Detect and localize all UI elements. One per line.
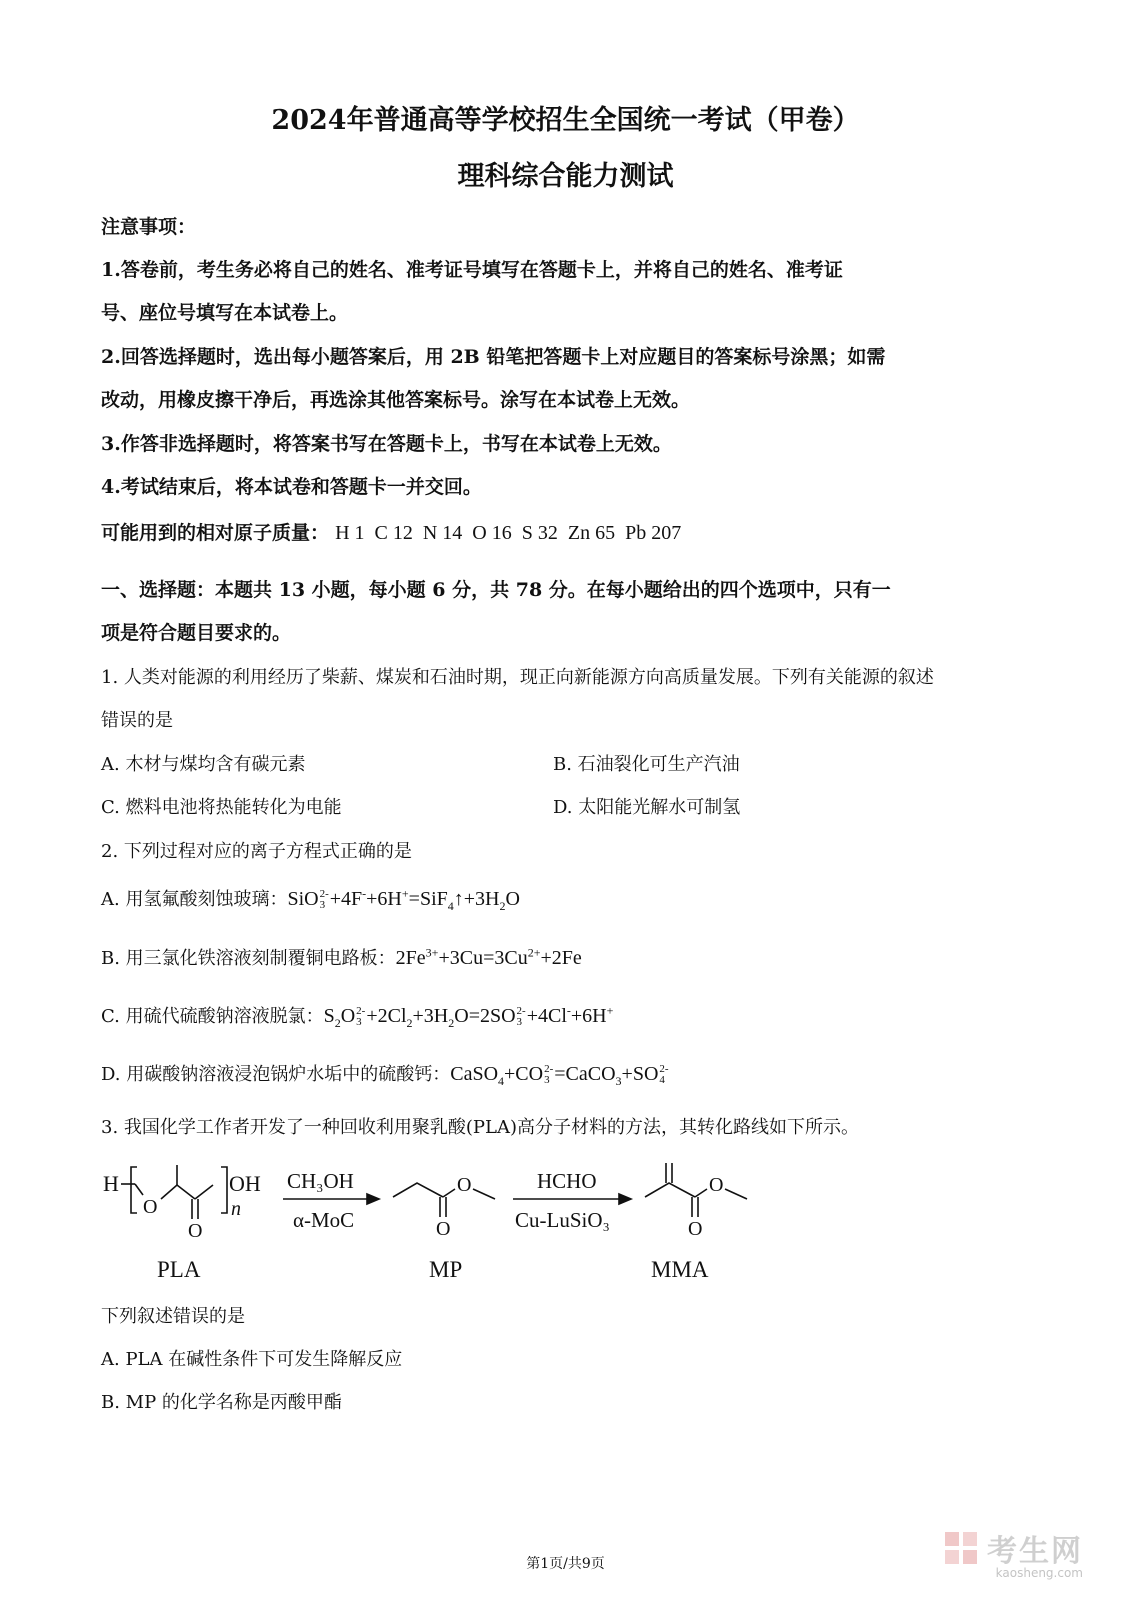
watermark-logo-icon	[943, 1530, 981, 1568]
notice-item-1b: 号、座位号填写在本试卷上。	[101, 302, 349, 324]
atomic-mass-label: 可能用到的相对原子质量：	[101, 522, 330, 544]
q2-option-b	[101, 944, 1031, 970]
q2-option-a	[101, 885, 1031, 914]
pla-bond-2	[195, 1185, 213, 1199]
pla-left-bracket	[131, 1167, 137, 1213]
q2-option-c	[101, 1002, 1031, 1031]
mp-carbonyl	[440, 1197, 446, 1217]
q2-option-d-label: D. 用碳酸钠溶液浸泡锅炉水垢中的硫酸钙：	[101, 1064, 451, 1085]
q2-stem: 2. 下列过程对应的离子方程式正确的是	[101, 841, 412, 862]
q1-option-c: C. 燃料电池将热能转化为电能	[101, 797, 342, 818]
q3-question: 下列叙述错误的是	[101, 1306, 245, 1327]
q2-option-b-label: B. 用三氯化铁溶液刻制覆铜电路板：	[101, 948, 396, 969]
pla-carbonyl	[192, 1199, 198, 1219]
q3-option-a: A. PLA 在碱性条件下可发生降解反应	[101, 1349, 403, 1370]
label-mma: MMA	[651, 1257, 709, 1282]
pla-right-bracket	[221, 1167, 227, 1213]
section-1-line-2: 项是符合题目要求的。	[101, 622, 292, 644]
mma-carbonyl	[692, 1197, 698, 1217]
mma-ester-o: O	[709, 1174, 724, 1196]
q3-stem: 3. 我国化学工作者开发了一种回收利用聚乳酸(PLA)高分子材料的方法，其转化路线如下所示。	[101, 1117, 859, 1138]
q2-option-b-equation: $2Fe^{3+}+3Cu=3Cu^{2+}+2Fe$	[395, 945, 582, 969]
exam-subtitle: 理科综合能力测试	[457, 161, 674, 192]
reagent-1-bottom: α-MoC	[293, 1208, 355, 1232]
pla-carbonyl-o: O	[188, 1220, 203, 1242]
q1-option-a: A. 木材与煤均含有碳元素	[101, 754, 306, 775]
q2-option-a-equation: SiO 2- 3 $+4F^-+6H^+=SiF_4↑+3H_2O$	[287, 886, 520, 913]
label-pla: PLA	[157, 1257, 201, 1282]
q2-option-c-label: C. 用硫代硫酸钠溶液脱氯：	[101, 1006, 324, 1027]
mma-backbone	[645, 1183, 695, 1197]
q2-option-d	[101, 1060, 1031, 1089]
notice-item-2a: 2.回答选择题时，选出每小题答案后，用 2B 铅笔把答题卡上对应题目的答案标号涂黑；如需	[101, 346, 886, 368]
q1-option-b: B. 石油裂化可生产汽油	[553, 754, 740, 775]
reaction-scheme	[95, 1155, 795, 1295]
mma-methylene	[666, 1163, 672, 1183]
notice-item-3: 3.作答非选择题时，将答案书写在答题卡上，书写在本试卷上无效。	[101, 433, 672, 455]
pla-h-atom: H	[103, 1171, 119, 1196]
mma-carbonyl-o: O	[688, 1218, 703, 1240]
q3-option-b: B. MP 的化学名称是丙酸甲酯	[101, 1392, 342, 1413]
q1-stem-1: 1. 人类对能源的利用经历了柴薪、煤炭和石油时期，现正向新能源方向高质量发展。下列有关能源的叙述	[101, 667, 934, 688]
notice-heading: 注意事项：	[101, 216, 197, 238]
notice-item-2b: 改动，用橡皮擦干净后，再选涂其他答案标号。涂写在本试卷上无效。	[101, 389, 691, 411]
pla-bond-1	[135, 1184, 143, 1195]
q2-option-a-label: A. 用氢氟酸刻蚀玻璃：	[101, 889, 288, 910]
notice-item-1a: 1.答卷前，考生务必将自己的姓名、准考证号填写在答题卡上，并将自己的姓名、准考证	[101, 259, 843, 281]
atomic-mass-values: H 1 C 12 N 14 O 16 S 32 Zn 65 Pb 207	[335, 522, 682, 544]
arrow-2-head	[619, 1194, 631, 1204]
notice-item-4: 4.考试结束后，将本试卷和答题卡一并交回。	[101, 476, 482, 498]
mma-bond-o	[695, 1189, 707, 1197]
mp-backbone	[393, 1183, 443, 1197]
reagent-1-top: CH₃OH	[287, 1169, 354, 1193]
watermark-name: 考生网	[987, 1534, 1083, 1569]
section-1-line-1: 一、选择题：本题共 13 小题，每小题 6 分，共 78 分。在每小题给出的四个选项中，只有一	[101, 579, 891, 601]
arrow-1-head	[367, 1194, 379, 1204]
mp-carbonyl-o: O	[436, 1218, 451, 1240]
pla-n: n	[231, 1198, 241, 1220]
reagent-2-top: HCHO	[537, 1169, 597, 1193]
page-footer: 第1页/共9页	[526, 1556, 605, 1572]
atomic-mass-line	[101, 518, 1031, 545]
q1-stem-2: 错误的是	[101, 710, 173, 731]
mp-ester-o: O	[457, 1174, 472, 1196]
pla-oh: OH	[229, 1171, 261, 1196]
reagent-2-bottom: Cu-LuSiO₃	[515, 1208, 610, 1232]
mp-methyl	[473, 1189, 495, 1199]
pla-backbone	[161, 1185, 195, 1199]
q2-option-d-equation: CaSO$_4$+CO 2- 3 =CaCO$_3$+SO 2- 4	[450, 1063, 669, 1088]
exam-title: 2024年普通高等学校招生全国统一考试（甲卷）	[271, 105, 860, 136]
q2-option-c-equation: $S_2O$ 2- 3 $+2Cl_2+3H_2O=2SO$ 2- 3 +4Cl-+6H+	[323, 1003, 614, 1030]
watermark-url: kaosheng.com	[995, 1566, 1083, 1580]
mp-bond-o	[443, 1189, 455, 1197]
label-mp: MP	[429, 1257, 463, 1282]
watermark	[987, 1526, 1083, 1580]
q1-option-d: D. 太阳能光解水可制氢	[553, 797, 741, 818]
pla-ester-o: O	[143, 1196, 158, 1218]
mma-methyl	[725, 1189, 747, 1199]
